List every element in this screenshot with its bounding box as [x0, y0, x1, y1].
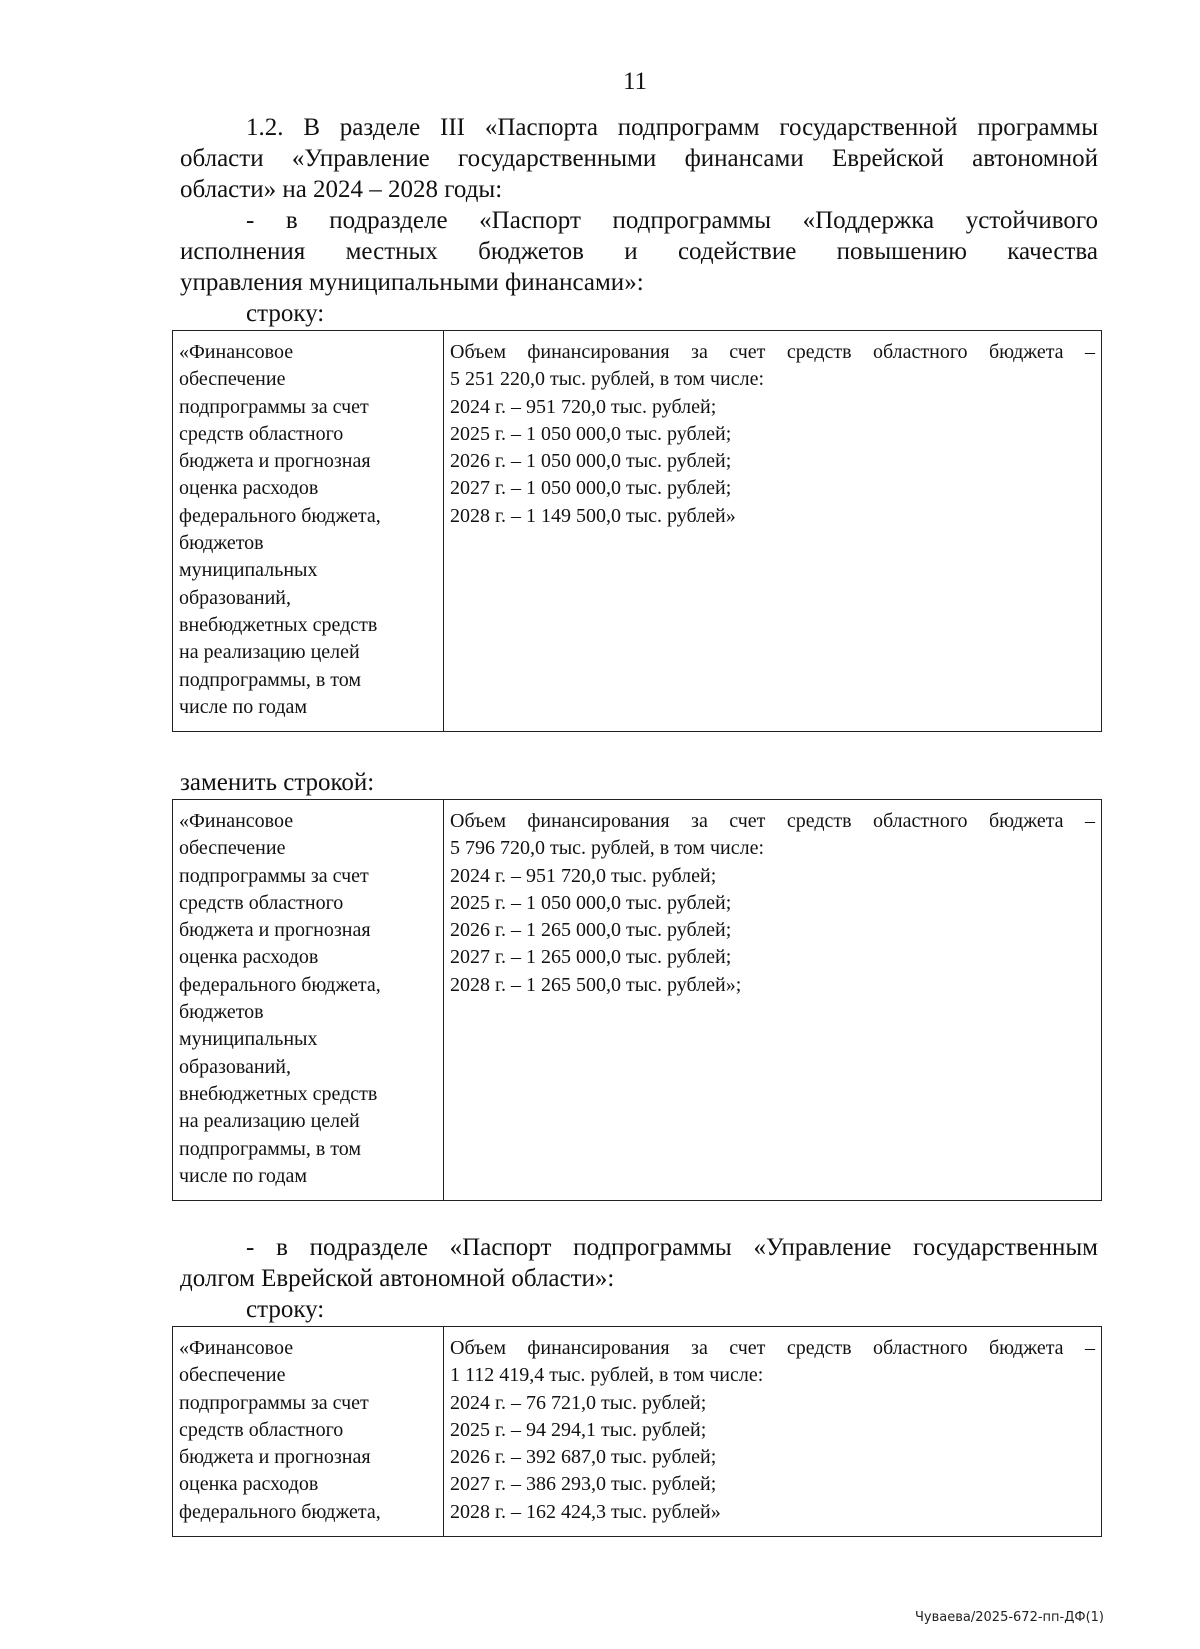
row-caption-cell — [173, 331, 444, 732]
caption-line: образований, — [179, 586, 292, 609]
subsection2-line: - в подразделе «Паспорт подпрограммы «Управление государственным — [246, 1234, 1098, 1261]
caption-line: федерального бюджета, — [179, 504, 381, 527]
funding-line: Объем финансирования за счет средств областного бюджета – — [450, 1337, 1095, 1359]
funding-line: 2028 г. – 1 149 500,0 тыс. рублей» — [450, 504, 736, 527]
new-row-table-1 — [172, 799, 1102, 1201]
row-label: строку: — [246, 300, 325, 327]
funding-line: Объем финансирования за счет средств областного бюджета – — [450, 810, 1095, 832]
funding-cell — [444, 800, 1102, 1201]
funding-line: 2026 г. – 392 687,0 тыс. рублей; — [450, 1446, 717, 1469]
funding-line: 5 796 720,0 тыс. рублей, в том числе: — [450, 837, 765, 860]
funding-line: Объем финансирования за счет средств областного бюджета – — [450, 341, 1095, 363]
caption-line: обеспечение — [179, 837, 286, 860]
caption-line: подпрограммы, в том — [179, 1137, 362, 1160]
caption-line: бюджета и прогнозная — [179, 450, 371, 473]
caption-line: средств областного — [179, 891, 344, 914]
caption-line: подпрограммы за счет — [179, 864, 369, 887]
funding-line: 1 112 419,4 тыс. рублей, в том числе: — [450, 1364, 764, 1387]
funding-line: 5 251 220,0 тыс. рублей, в том числе: — [450, 368, 765, 391]
caption-line: бюджетов — [179, 1001, 264, 1024]
footer-code: Чуваева/2025-672-пп-ДФ(1) — [915, 1610, 1104, 1625]
caption-line: оценка расходов — [179, 946, 319, 969]
row-label: строку: — [246, 1296, 325, 1323]
caption-line: «Финансовое — [179, 810, 294, 832]
caption-line: обеспечение — [179, 368, 286, 391]
funding-cell — [444, 331, 1102, 732]
row-caption-cell — [173, 800, 444, 1201]
caption-line: федерального бюджета, — [179, 1500, 381, 1523]
caption-line: подпрограммы, в том — [179, 668, 362, 691]
old-row-table-1 — [172, 330, 1102, 732]
funding-line: 2027 г. – 1 265 000,0 тыс. рублей; — [450, 946, 732, 969]
funding-line: 2028 г. – 1 265 500,0 тыс. рублей»; — [450, 973, 742, 996]
caption-line: «Финансовое — [179, 341, 294, 363]
intro-line: области» на 2024 – 2028 годы: — [180, 176, 503, 203]
subsection2-heading — [180, 1232, 1098, 1294]
caption-line: подпрограммы за счет — [179, 1391, 369, 1414]
caption-line: бюджета и прогнозная — [179, 1446, 371, 1469]
caption-line: числе по годам — [179, 1164, 308, 1187]
funding-line: 2026 г. – 1 050 000,0 тыс. рублей; — [450, 450, 732, 473]
caption-line: бюджетов — [179, 532, 264, 555]
caption-line: оценка расходов — [179, 477, 319, 500]
funding-line: 2028 г. – 162 424,3 тыс. рублей» — [450, 1500, 721, 1523]
old-row-table-2 — [172, 1326, 1102, 1537]
caption-line: федерального бюджета, — [179, 973, 381, 996]
caption-line: внебюджетных средств — [179, 1082, 378, 1105]
subsection1-heading — [180, 205, 1098, 298]
funding-cell — [444, 1327, 1102, 1537]
section-intro — [180, 112, 1098, 205]
caption-line: обеспечение — [179, 1364, 286, 1387]
funding-line: 2024 г. – 951 720,0 тыс. рублей; — [450, 395, 717, 418]
funding-line: 2025 г. – 94 294,1 тыс. рублей; — [450, 1418, 707, 1441]
caption-line: муниципальных — [179, 559, 318, 582]
funding-line: 2027 г. – 386 293,0 тыс. рублей; — [450, 1473, 717, 1496]
caption-line: подпрограммы за счет — [179, 395, 369, 418]
funding-line: 2025 г. – 1 050 000,0 тыс. рублей; — [450, 422, 732, 445]
page-number: 11 — [622, 68, 648, 95]
funding-line: 2027 г. – 1 050 000,0 тыс. рублей; — [450, 477, 732, 500]
caption-line: оценка расходов — [179, 1473, 319, 1496]
caption-line: бюджета и прогнозная — [179, 919, 371, 942]
subsection1-line: - в подразделе «Паспорт подпрограммы «Поддержка устойчивого — [246, 207, 1098, 234]
caption-line: на реализацию целей — [179, 641, 360, 664]
caption-line: внебюджетных средств — [179, 613, 378, 636]
caption-line: числе по годам — [179, 695, 308, 718]
funding-line: 2025 г. – 1 050 000,0 тыс. рублей; — [450, 891, 732, 914]
subsection1-line: исполнения местных бюджетов и содействие повышению качества — [180, 238, 1098, 265]
subsection2-line: долгом Еврейской автономной области»: — [180, 1265, 615, 1292]
funding-line: 2024 г. – 951 720,0 тыс. рублей; — [450, 864, 717, 887]
replace-label: заменить строкой: — [180, 769, 375, 796]
caption-line: средств областного — [179, 1418, 344, 1441]
intro-line: 1.2. В разделе III «Паспорта подпрограмм государственной программы — [246, 114, 1098, 141]
intro-line: области «Управление государственными финансами Еврейской автономной — [180, 145, 1098, 172]
caption-line: образований, — [179, 1055, 292, 1078]
row-caption-cell — [173, 1327, 444, 1537]
caption-line: на реализацию целей — [179, 1110, 360, 1133]
subsection1-line: управления муниципальными финансами»: — [180, 269, 644, 296]
caption-line: «Финансовое — [179, 1337, 294, 1359]
caption-line: муниципальных — [179, 1028, 318, 1051]
caption-line: средств областного — [179, 422, 344, 445]
funding-line: 2024 г. – 76 721,0 тыс. рублей; — [450, 1391, 707, 1414]
funding-line: 2026 г. – 1 265 000,0 тыс. рублей; — [450, 919, 732, 942]
